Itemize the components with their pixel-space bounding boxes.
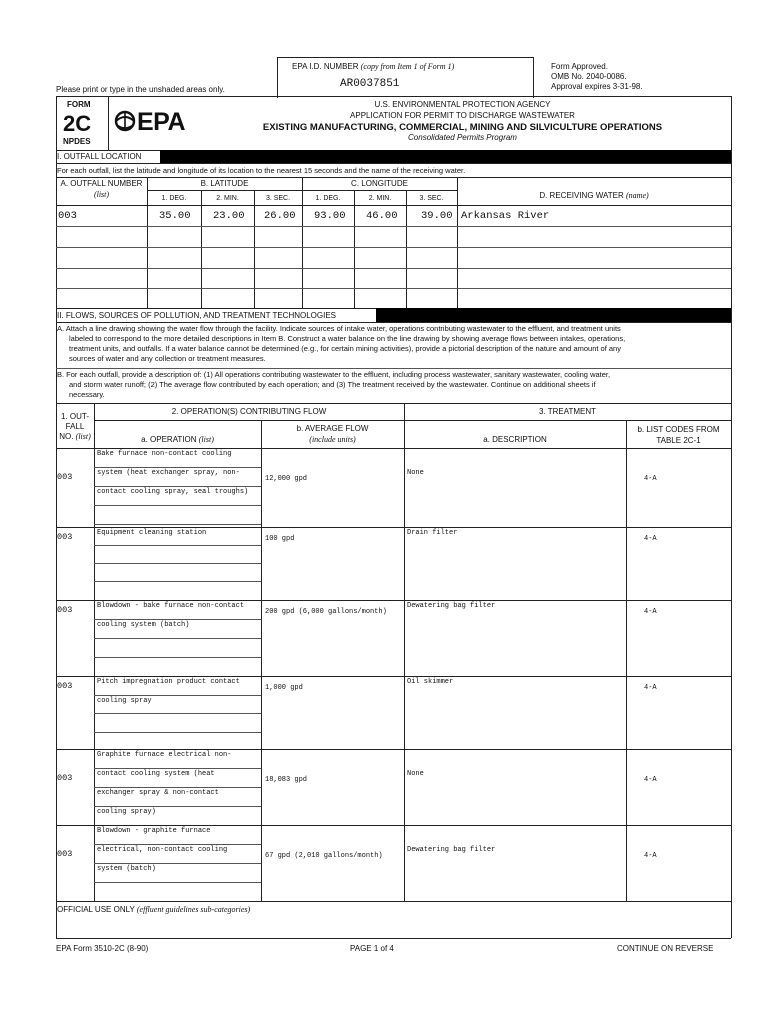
- form-number: 2C: [63, 111, 92, 136]
- col-operations-contributing: 2. OPERATION(S) CONTRIBUTING FLOW: [171, 407, 327, 416]
- npdes-label: NPDES: [63, 137, 91, 146]
- op-row-line: [94, 713, 261, 714]
- operation-line[interactable]: system (batch): [97, 865, 156, 873]
- outfall-no-value[interactable]: 003: [57, 472, 73, 482]
- average-flow-value[interactable]: 67 gpd (2,010 gallons/month): [265, 852, 383, 860]
- op-row-line: [94, 638, 261, 639]
- treatment-description-value[interactable]: None: [407, 469, 424, 477]
- operation-line[interactable]: contact cooling system (heat: [97, 770, 215, 778]
- average-flow-value[interactable]: 1,000 gpd: [265, 684, 303, 692]
- op-row-line: [94, 545, 261, 546]
- treatment-description-value[interactable]: None: [407, 770, 424, 778]
- group-divider: [56, 825, 731, 826]
- treatment-description-value[interactable]: Dewatering bag filter: [407, 846, 496, 854]
- footer-form-id: EPA Form 3510-2C (8-90): [56, 944, 149, 953]
- col-description: a. DESCRIPTION: [483, 435, 547, 444]
- operation-line[interactable]: Blowdown - bake furnace non-contact: [97, 602, 245, 610]
- operation-line[interactable]: cooling spray: [97, 697, 152, 705]
- print-note: Please print or type in the unshaded areas only.: [56, 85, 225, 94]
- col-list-codes-1: b. LIST CODES FROM: [637, 425, 720, 434]
- long-deg-value[interactable]: 93.00: [314, 210, 346, 222]
- op-row-line: [94, 486, 261, 487]
- section2-shade: [376, 308, 731, 322]
- operation-line[interactable]: cooling spray): [97, 808, 156, 816]
- col-receiving-water: D. RECEIVING WATER (name): [539, 191, 649, 200]
- para-a-line: labeled to correspond to the more detailed descriptions in Item B. Construct a water balance on the line drawing by showing average flows between intakes, operations,: [69, 334, 626, 343]
- epa-id-hint: (copy from Item 1 of Form 1): [360, 62, 455, 71]
- outfall-no-value[interactable]: 003: [57, 849, 73, 859]
- outfall-no-value[interactable]: 003: [57, 532, 73, 542]
- para-b-line: necessary.: [69, 390, 105, 399]
- omb-number: OMB No. 2040-0086.: [551, 72, 627, 81]
- op-row-line: [94, 863, 261, 864]
- group-divider: [56, 527, 731, 528]
- op-row-line: [94, 505, 261, 506]
- op-row-line: [94, 844, 261, 845]
- op-row-line: [94, 657, 261, 658]
- operation-line[interactable]: cooling system (batch): [97, 621, 190, 629]
- op-row-line: [94, 768, 261, 769]
- operation-line[interactable]: Graphite furnace electrical non-: [97, 751, 232, 759]
- treatment-description-value[interactable]: Oil skimmer: [407, 678, 454, 686]
- col-long-sec: 3. SEC.: [419, 195, 444, 202]
- average-flow-value[interactable]: 100 gpd: [265, 535, 295, 543]
- outfall-no-value[interactable]: 003: [57, 773, 73, 783]
- col-outfall-hint: (list): [93, 190, 110, 199]
- long-sec-value[interactable]: 39.00: [421, 210, 453, 222]
- group-divider: [56, 676, 731, 677]
- treatment-code-value[interactable]: 4-A: [644, 475, 657, 483]
- epa-logo-text: EPA: [137, 108, 186, 136]
- long-min-value[interactable]: 46.00: [366, 210, 398, 222]
- program-name: Consolidated Permits Program: [408, 133, 517, 142]
- col-list-codes-2: TABLE 2C-1: [656, 436, 701, 445]
- col-outfall-number: A. OUTFALL NUMBER: [60, 179, 143, 188]
- group-divider: [56, 600, 731, 601]
- treatment-code-value[interactable]: 4-A: [644, 535, 657, 543]
- lat-deg-value[interactable]: 35.00: [159, 210, 191, 222]
- col-average-flow: b. AVERAGE FLOW: [296, 424, 369, 433]
- para-a-line: treatment units, and outfalls. If a water balance cannot be determined (e.g., for certain mining activities), provide a pictorial description of the nature and amount of any: [69, 344, 621, 353]
- col-lat-sec: 3. SEC.: [265, 195, 291, 202]
- para-a-line: A. Attach a line drawing showing the water flow through the facility. Indicate sources of intake water, operations contributing wastewater to the effluent, and treatment units: [57, 324, 621, 333]
- epa-id-label: EPA I.D. NUMBER (copy from Item 1 of Form 1): [292, 62, 455, 71]
- epa-id-value[interactable]: AR0037851: [340, 78, 400, 90]
- op-row-line: [94, 732, 261, 733]
- treatment-description-value[interactable]: Dewatering bag filter: [407, 602, 496, 610]
- average-flow-value[interactable]: 200 gpd (6,000 gallons/month): [265, 608, 387, 616]
- para-b-line: and storm water runoff; (2) The average flow contributed by each operation; and (3) The treatment received by the wastewater. Continue on additional sheets if: [69, 380, 596, 389]
- col-outfall-no-1: 1. OUT-: [60, 412, 89, 421]
- application-title: APPLICATION FOR PERMIT TO DISCHARGE WASTEWATER: [350, 111, 575, 120]
- footer-page: PAGE 1 of 4: [350, 944, 394, 953]
- col-long-min: 2. MIN.: [368, 195, 392, 202]
- op-row-line: [94, 695, 261, 696]
- op-row-line: [94, 563, 261, 564]
- col-average-flow-hint: (include units): [309, 435, 356, 444]
- lat-sec-value[interactable]: 26.00: [264, 210, 296, 222]
- agency-name: U.S. ENVIRONMENTAL PROTECTION AGENCY: [374, 100, 551, 109]
- outfall-no-value[interactable]: 003: [57, 605, 73, 615]
- footer-continue: CONTINUE ON REVERSE: [617, 944, 714, 953]
- operation-line[interactable]: Pitch impregnation product contact: [97, 678, 240, 686]
- group-divider: [56, 749, 731, 750]
- para-a-line: sources of water and any collection or treatment measures.: [69, 354, 266, 363]
- section2-title: II. FLOWS, SOURCES OF POLLUTION, AND TREATMENT TECHNOLOGIES: [57, 311, 337, 320]
- col-latitude: B. LATITUDE: [200, 179, 249, 188]
- operation-line[interactable]: electrical, non-contact cooling: [97, 846, 228, 854]
- average-flow-value[interactable]: 12,000 gpd: [265, 475, 308, 483]
- op-row-line: [94, 467, 261, 468]
- section1-instruction: For each outfall, list the latitude and longitude of its location to the nearest 15 seconds and the name of the receiving water.: [57, 166, 466, 175]
- op-row-line: [94, 882, 261, 883]
- treatment-code-value[interactable]: 4-A: [644, 852, 657, 860]
- col-operation: a. OPERATION (list): [141, 435, 214, 444]
- official-use-label: OFFICIAL USE ONLY (effluent guidelines sub-categories): [57, 905, 251, 914]
- col-outfall-no-2: FALL: [65, 422, 85, 431]
- treatment-code-value[interactable]: 4-A: [644, 776, 657, 784]
- section1-shade: [160, 150, 731, 163]
- col-lat-min: 2. MIN.: [216, 195, 239, 202]
- average-flow-value[interactable]: 18,083 gpd: [265, 776, 308, 784]
- op-row-line: [94, 806, 261, 807]
- operation-line[interactable]: exchanger spray & non-contact: [97, 789, 219, 797]
- op-row-line: [94, 787, 261, 788]
- section1-title: I. OUTFALL LOCATION: [57, 152, 142, 161]
- treatment-code-value[interactable]: 4-A: [644, 684, 657, 692]
- op-row-line: [94, 524, 261, 525]
- col-treatment: 3. TREATMENT: [538, 407, 597, 416]
- form-approved: Form Approved.: [551, 62, 608, 71]
- operation-line[interactable]: Equipment cleaning station: [97, 529, 207, 537]
- outfall-no-value[interactable]: 003: [57, 681, 73, 691]
- treatment-description-value[interactable]: Drain filter: [407, 529, 458, 537]
- col-long-deg: 1. DEG.: [315, 195, 341, 202]
- outfall-number-value[interactable]: 003: [58, 210, 77, 222]
- op-row-line: [94, 581, 261, 582]
- col-lat-deg: 1. DEG.: [161, 195, 187, 202]
- operation-line[interactable]: system (heat exchanger spray, non-: [97, 469, 240, 477]
- form-label: FORM: [67, 100, 91, 109]
- para-b-line: B. For each outfall, provide a description of: (1) All operations contributing wastewater to the effluent, including process wastewater, sanitary wastewater, cooling water,: [57, 370, 611, 379]
- lat-min-value[interactable]: 23.00: [213, 210, 245, 222]
- approval-expires: Approval expires 3-31-98.: [551, 82, 643, 91]
- operation-line[interactable]: Blowdown - graphite furnace: [97, 827, 211, 835]
- form-title: EXISTING MANUFACTURING, COMMERCIAL, MINING AND SILVICULTURE OPERATIONS: [262, 122, 663, 133]
- op-row-line: [94, 619, 261, 620]
- col-longitude: C. LONGITUDE: [351, 179, 408, 188]
- receiving-water-value[interactable]: Arkansas River: [461, 210, 550, 222]
- treatment-code-value[interactable]: 4-A: [644, 608, 657, 616]
- operation-line[interactable]: contact cooling spray, seal troughs): [97, 488, 249, 496]
- operation-line[interactable]: Bake furnace non-contact cooling: [97, 450, 232, 458]
- col-outfall-no-3: NO. (list): [59, 432, 91, 441]
